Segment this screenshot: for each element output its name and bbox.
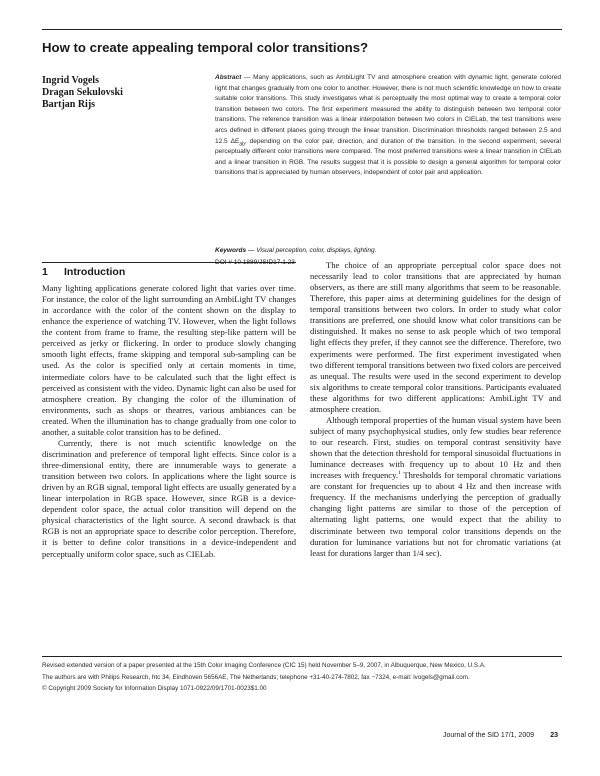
keywords-label: Keywords — [215, 247, 247, 254]
author-name: Dragan Sekulovski — [42, 87, 123, 98]
paragraph-text: Although temporal properties of the human visual system have been subject of many psychophysical studies, only few studies bear reference to our research. First, studies on temporal contrast sensitivity have shown that the detection threshold for temporal sinusoidal fluctuations in luminance decreases with frequency up to about 10 Hz and then increases with frequency. — [310, 414, 561, 481]
delta-subscript: ab — [239, 140, 245, 147]
right-column — [310, 260, 561, 559]
body-paragraph: Currently, there is not much scientific knowledge on the discrimination and preference of temporal light effects. Since color is a three-dimensional entity, there are innumerable ways to generate a transition between two colors. In applications where the light source is driven by an RGB signal, temporal light effects are usually generated by a linear interpolation in RGB space. However, since RGB is a device-dependent color space, the actual color transition will depend on the physical characteristics of the light source. A second drawback is that RGB is not an appropriate space to describe color perception. Therefore, it is better to define color transitions in a device-independent and perceptually uniform color space, such as CIELab. — [42, 437, 296, 559]
footnote-rule — [42, 656, 562, 657]
section-title: Introduction — [64, 266, 126, 278]
abstract-text-continued: , depending on the color pair, direction, and duration of the transition. In the second experiment, several perceptually different color transitions were compared. The most preferred transitions were a linear transition in CIELab and a linear transition in RGB. The results suggest that it is possible to design a general algorithm for temporal color transitions that is appreciated by human observers, independent of color pair and application. — [215, 137, 561, 177]
section-rule — [42, 262, 296, 263]
header-rule — [42, 29, 562, 30]
citation-ref[interactable]: 1 — [397, 470, 401, 477]
footnotes — [42, 661, 562, 696]
footnote: Revised extended version of a paper presented at the 15th Color Imaging Conference (CIC 15) held November 5–9, 2007, in Albuquerque, New Mexico, U.S.A. — [42, 662, 486, 669]
footnote: The authors are with Philips Research, htc 34, Eindhoven 5656AE, The Netherlands; telephone +31-40-274-7802, fax −7324, e-mail: ivogels@gmail.com. — [42, 673, 470, 681]
abstract-label: Abstract — [215, 74, 242, 81]
journal-name: Journal of the SID 17/1, 2009 — [442, 732, 534, 739]
abstract — [215, 73, 561, 179]
body-paragraph: Many lighting applications generate colored light that varies over time. For instance, the color of the light surrounding an AmbiLight TV changes in accordance with the color of the content shown on the display to enhance the experience of watching TV. However, when the light follows the content from frame to frame, the resulting step-like pattern will be perceived as jerky or flickering. In order to produce slowly changing smooth light effects, frame skipping and temporal sub-sampling can be used. As the color is specified only at certain moments in time, intermediate colors have to be calculated such that the light effect is perceived as consistent with the video. Dynamic light can also be used for atmosphere creation. By changing the color of the illumination of environments, such as shops or theatres, various ambiances can be created. When the illumination has to change gradually from one color to another, a suitable color transition has to be defined. — [42, 283, 296, 437]
footnote: © Copyright 2009 Society for Information Display 1071-0922/09/1701-0023$1.00 — [42, 685, 267, 693]
author-name: Ingrid Vogels — [42, 75, 99, 86]
author-list — [42, 75, 202, 111]
page-number: 23 — [550, 732, 558, 739]
left-column — [42, 283, 296, 560]
abstract-text: — Many applications, such as AmbiLight TV and atmosphere creation with dynamic light, generate colored light that changes gradually from one color to another. However, there is not much scientific knowledge on how to create suitable color transitions. This study investigates what is perceptually the most optimal way to create a temporal color transition between two colors. The first experiment measured the ability to distinguish between two temporal color transitions. The reference transition was a linear interpolation between two colors in CIELab, the test transitions were arcs defined in different planes going through the linear transition. Discrimination thresholds ranged between 2.5 and 12.5 ΔE — [215, 74, 562, 145]
paper-title: How to create appealing temporal color transitions? — [42, 40, 369, 55]
paragraph-text: Thresholds for temporal chromatic variations are constant for frequencies up to about 4 Hz and then increase with frequency. If the mechanisms underlying the perception of gradually changing light patterns are similar to those of the perception of alternating light patterns, one would expect that the ability to discriminate between two temporal color transitions depends on the duration for luminance variations but not for chromatic variations (at least for durations larger than 1/4 sec). — [310, 470, 561, 558]
section-heading — [42, 266, 296, 278]
section-number: 1 — [42, 266, 48, 278]
body-paragraph — [310, 415, 561, 559]
author-name: Bartjan Rijs — [42, 99, 96, 110]
body-paragraph: The choice of an appropriate perceptual color space does not necessarily lead to color transitions that are appreciated by human observers, as there are still many algorithms that seem to be reasonable. Therefore, this paper aims at determining guidelines for the design of temporal transitions between two colors. In order to study what color transitions are preferred, one should know what color transitions can be distinguished. It makes no sense to ask people which of two temporal light effects they prefer, if they cannot see the difference. Therefore, two experiments were performed. The first experiment investigated when two different temporal transitions between two fixed colors are perceived as unequal. The results were used in the second experiment to develop six algorithms to create temporal color transitions. Participants evaluated these algorithms for two different applications: AmbiLight TV and atmosphere creation. — [310, 260, 561, 414]
keywords — [215, 246, 561, 256]
keywords-text: — Visual perception, color, displays, lighting. — [247, 247, 377, 254]
page-footer — [0, 732, 600, 746]
